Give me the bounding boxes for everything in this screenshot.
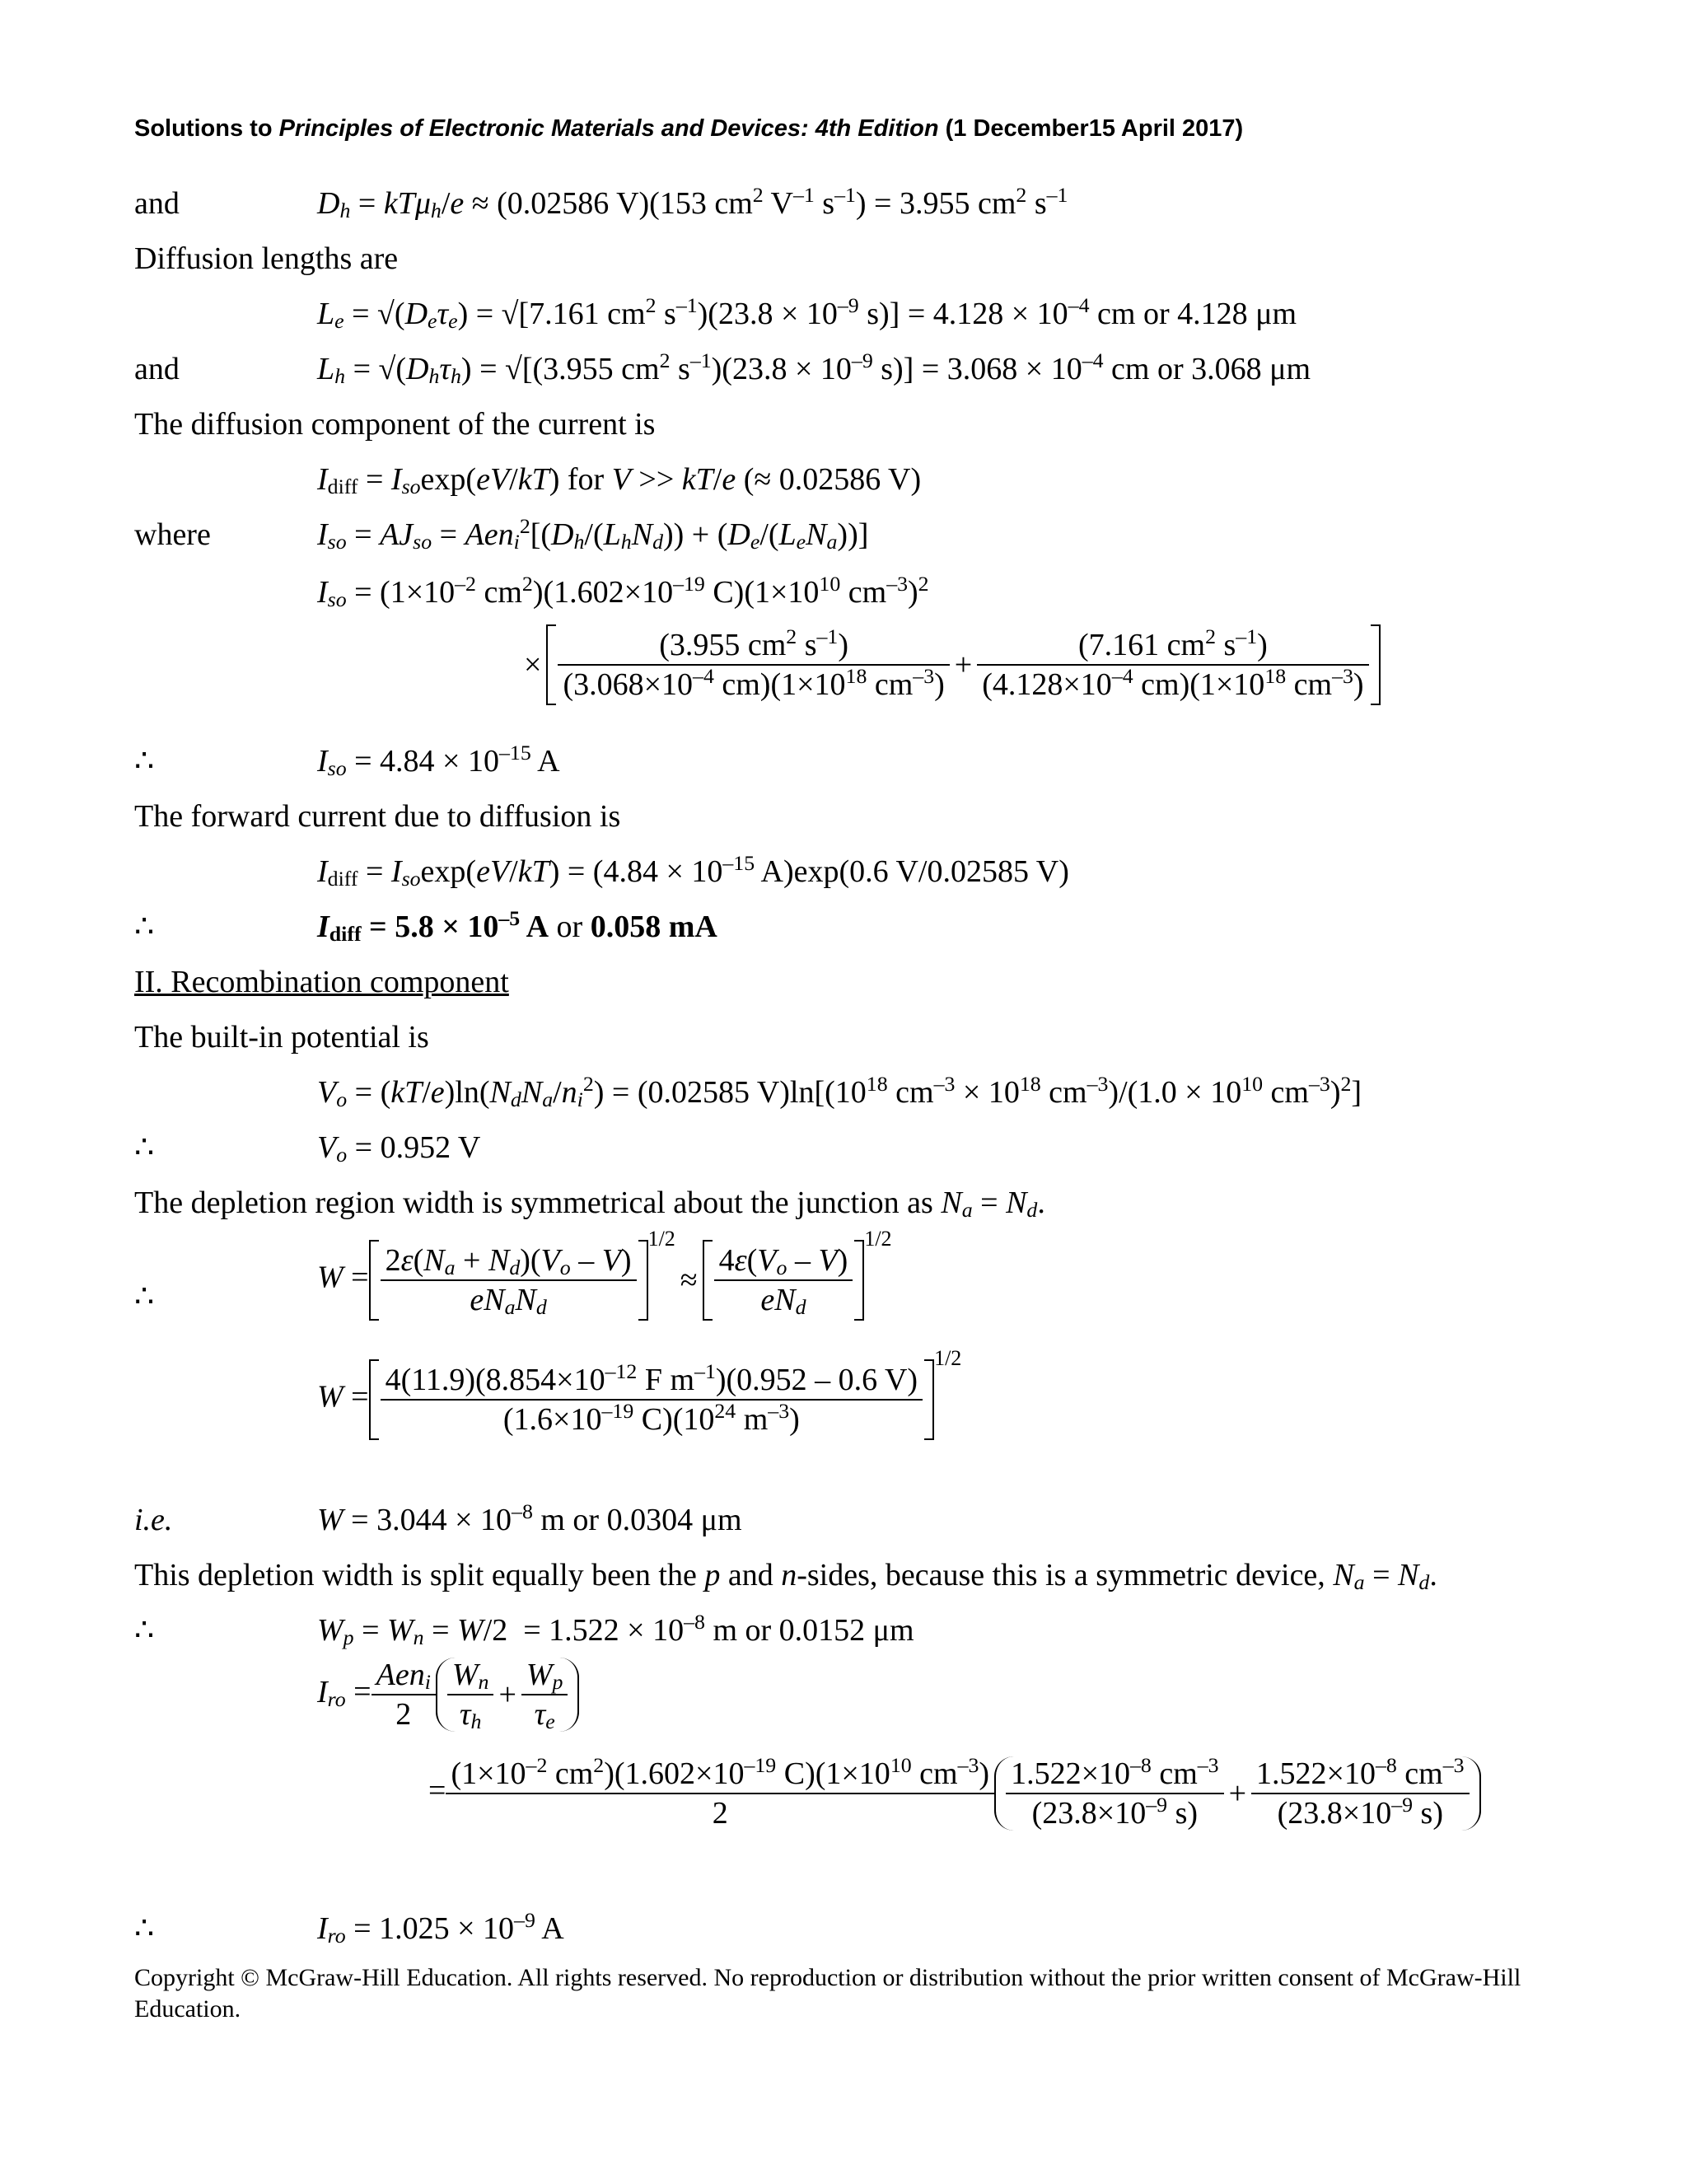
split-sentence-start: This depletion width is split equally been the (134, 1558, 697, 1592)
label-therefore-6: ∴ (134, 1911, 155, 1946)
and-word: and (720, 1558, 782, 1592)
n-side-word: n (781, 1558, 797, 1592)
label-and-2: and (134, 352, 180, 386)
copyright-footer: Copyright © McGraw-Hill Education. All rights reserved. No reproduction or distribution without the prior written consent of McGraw-Hill Education. (134, 1964, 1521, 2023)
header-book-title: Principles of Electronic Materials and Devices: 4th Edition (278, 115, 939, 142)
eq-side-widths: $W_p = W_n = W/2 = 1.522 \times 10^{-8}$ m or 0.0152 μm (317, 1609, 914, 1650)
text-split-equally: This depletion width is split equally been the p and n-sides, because this is a symmetric device, $N_a = N_d$. (134, 1558, 1437, 1595)
eq-electron-diffusion-length: $L_e = √(D_e\tau_e) = √[7.161$ $cm^2$ $s^{-1})(23.8 \times 10^{-9}$ $s)] = 4.128 \times 10^{-4}$ cm or 4.128 μm (317, 292, 1297, 334)
header-date: (1 December15 April 2017) (938, 115, 1244, 142)
eq-built-in-result: $V_o = 0.952$ V (317, 1130, 481, 1167)
label-where: where (134, 517, 211, 552)
eq-recombination-result: $I_{ro} = 1.025 \times 10^{-9}$ A (317, 1907, 564, 1948)
eq-iso-result: $I_{so} = 4.84 \times 10^{-15}$ A (317, 740, 560, 781)
eq-diffusion-current: $I_{diff} = I_{so}\exp(eV/kT)$ for V >> kT/e (≈ 0.02586 V) (317, 462, 922, 499)
label-therefore-2: ∴ (134, 910, 155, 944)
label-therefore-5: ∴ (134, 1613, 155, 1648)
text-built-in-potential: The built-in potential is (134, 1020, 429, 1055)
eq-depletion-width-result: $W = 3.044 \times 10^{-8}$ m or 0.0304 μm (317, 1499, 742, 1537)
eq-diffusion-current-result: $I_{diff} = 5.8 \times 10^{-5}$ A or 0.058 mA (317, 905, 717, 947)
eq-forward-diffusion-current: $I_{diff} = I_{so}\exp(eV/kT) = (4.84 \times 10^{-15}$ A)exp(0.6 V/0.02585 V) (317, 850, 1069, 891)
label-and-1: and (134, 186, 180, 221)
label-therefore-4: ∴ (134, 1279, 155, 1314)
heading-recombination-component: II. Recombination component (134, 965, 509, 999)
depletion-sentence: The depletion region width is symmetrical about the junction as (134, 1186, 933, 1220)
text-depletion-symmetric: The depletion region width is symmetrical about the junction as $N_a = N_d$. (134, 1186, 1045, 1223)
eq-hole-diffusion-length: $L_h = √(D_h\tau_h) = √[(3.955$ $cm^2$ $s^{-1})(23.8 \times 10^{-9}$ $s)] = 3.068 \times 10^{-4}$ cm or 3.068 μm (317, 348, 1311, 389)
eq-recombination-formula: $I_{ro}$ = $\frac{Aen_i}{2}$ $\frac{W_n}{\tau_h}$ + $\frac{W_p}{\tau_e}$ (317, 1658, 579, 1732)
eq-depletion-width-formula: W = $\frac{2\varepsilon(N_a + N_d)(V_o - V)}{eN_aN_d}$ 1/2≈ $\frac{4\varepsilon(V_o - V)}{eN_d}$ 1/2 (317, 1227, 892, 1320)
eq-hole-diffusion-coefficient: $D_h = kT\mu_h/e \approx (0.02586$ V)(153 $cm^2$ $V^{-1}$ $s^{-1}) = 3.955$ $cm^2$ $s^{-1}$ (317, 182, 1068, 223)
p-side-word: p (704, 1558, 721, 1592)
eq-recombination-substitution: = $\frac{(1\times 10^{-2} cm^2)(1.602\times 10^{-19} C)(1\times 10^{10} cm^{-3})}{2}$ $\frac{1.522\times 10^{-8} cm^{-3}}{(23.8\times 10^{-9} s)}$ + $\frac{1.522\times 10^{-8} cm^{-3}}{(23.8\times 10^{-9} s)}$ (428, 1756, 1481, 1831)
eq-iso-substitution-1: $I_{so} = (1\times 10^{-2}$ $cm^2)(1.602\times 10^{-19}$ $C)(1\times 10^{10}$ $cm^{-3})^2$ (317, 571, 929, 612)
text-forward-current: The forward current due to diffusion is (134, 799, 621, 834)
label-ie: i.e. (134, 1503, 173, 1537)
label-therefore-1: ∴ (134, 744, 155, 779)
split-sentence-end: -sides, because this is a symmetric device, (797, 1558, 1325, 1592)
text-diffusion-component: The diffusion component of the current is (134, 407, 656, 442)
running-header (134, 117, 1243, 141)
eq-depletion-width-substitution: W = $\frac{4(11.9)(8.854\times 10^{-12} F m^{-1})(0.952 - 0.6 V)}{(1.6\times 10^{-19} C)(10^{24} m^{-3})}$ 1/2 (317, 1359, 961, 1440)
header-prefix: Solutions to (134, 115, 279, 142)
eq-iso-substitution-2: × $\frac{(3.955 cm^2 s^{-1})}{(3.068\times 10^{-4} cm)(1\times 10^{18} cm^{-3})}$ + $\frac{(7.161 cm^2 s^{-1})}{(4.128\times 10^{-4} cm)(1\times 10^{18} cm^{-3})}$ (519, 624, 1381, 705)
label-therefore-3: ∴ (134, 1130, 155, 1165)
eq-built-in-potential: $V_o = (kT/e)\ln(N_dN_a/n_i^2) = (0.02585$ $V)\ln[(10^{18}$ $cm^{-3} \times 10^{18}$ $cm^{-3})/(1.0 \times 10^{10}$ $cm^{-3})^2$] (317, 1071, 1362, 1112)
eq-saturation-current: $I_{so} = AJ_{so} = Aen_i^2[(D_h/(L_hN_d)) + (D_e/(L_eN_a))]$ (317, 513, 869, 554)
text-diffusion-lengths: Diffusion lengths are (134, 241, 399, 276)
